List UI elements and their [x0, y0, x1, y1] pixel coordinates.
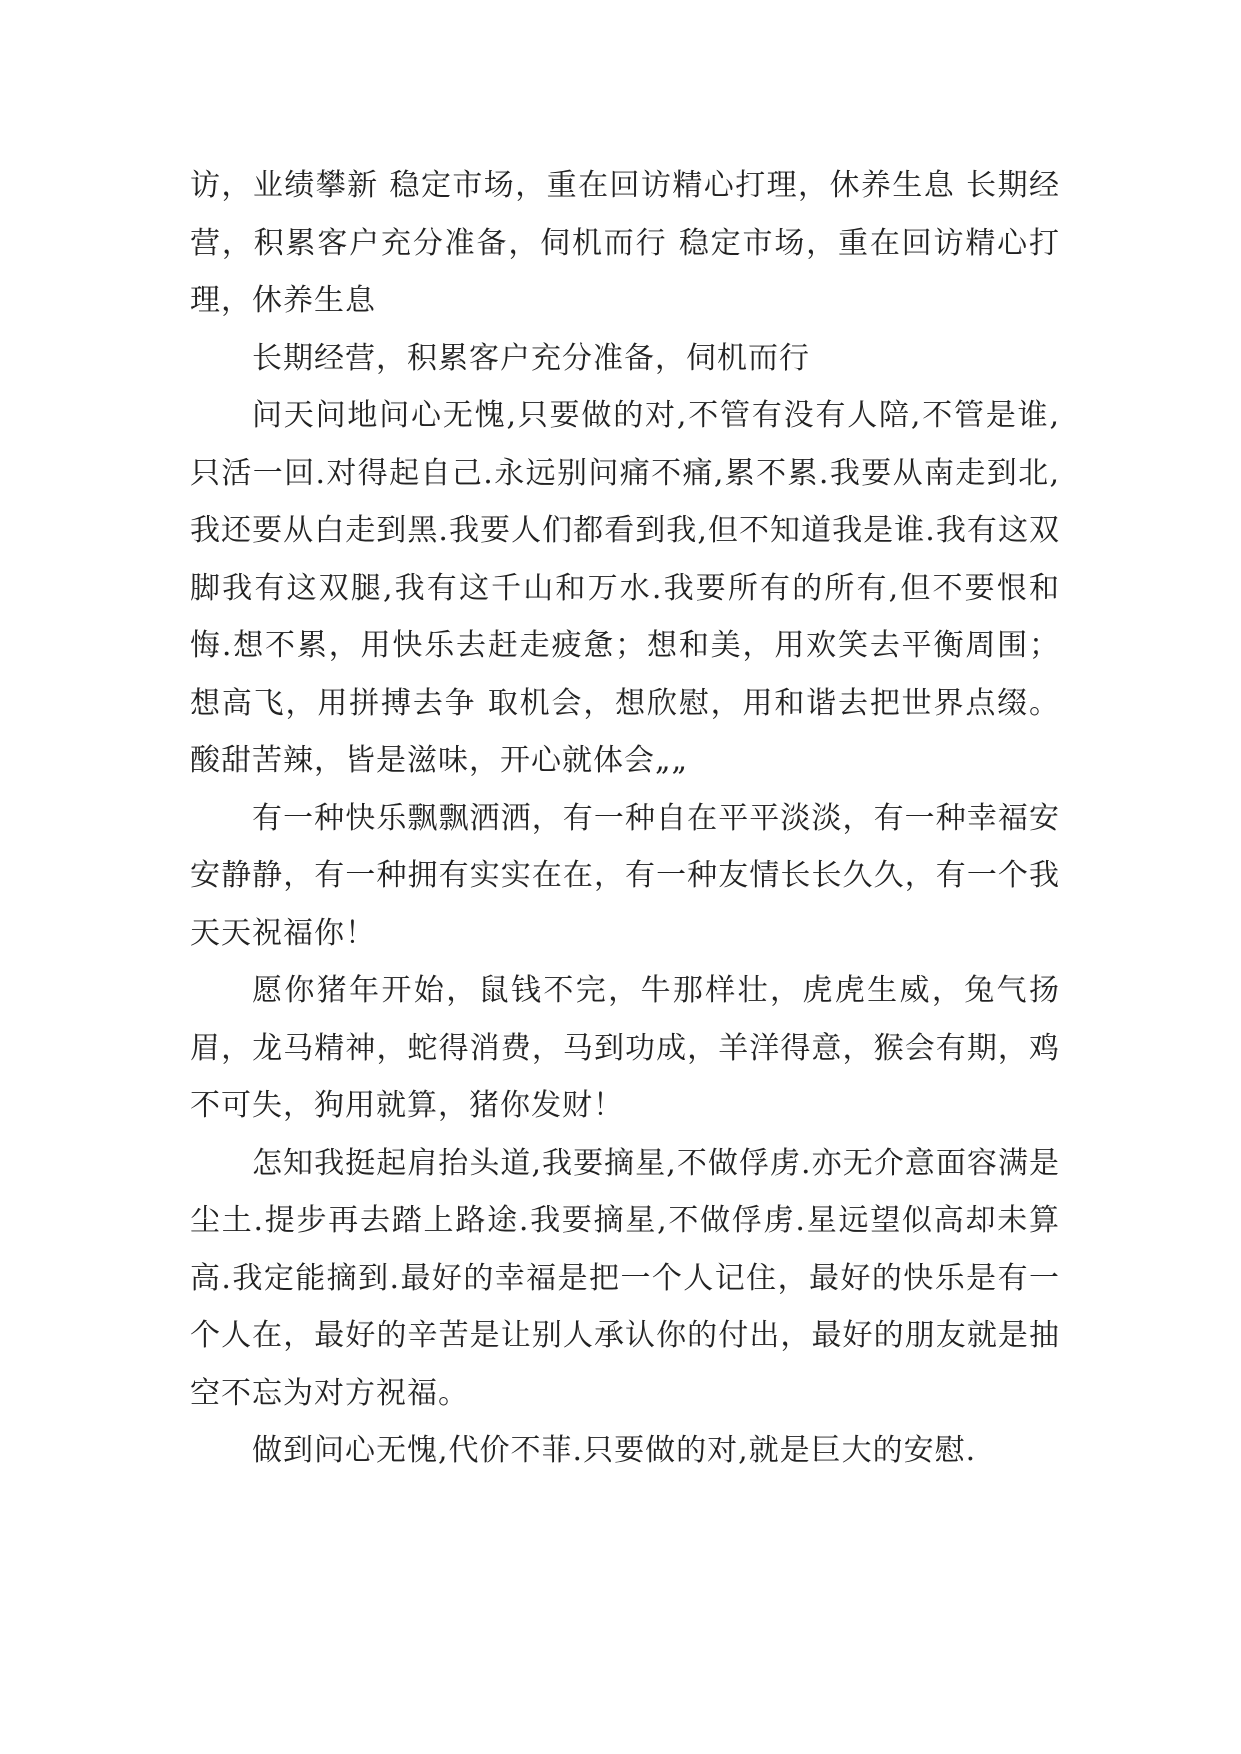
paragraph-2: 长期经营，积累客户充分准备，伺机而行: [252, 340, 810, 376]
paragraph-1: 访，业绩攀新 稳定市场，重在回访精心打理，休养生息 长期经营，积累客户充分准备，伺机而行 稳定市场，重在回访精心打理，休养生息: [190, 168, 1060, 318]
paragraph-3: 问天问地问心无愧,只要做的对,不管有没有人陪,不管是谁,只活一回.对得起自己.永远别问痛不痛,累不累.我要从南走到北,我还要从白走到黑.我要人们都看到我,但不知道我是谁.我有这双脚我有这双腿,我有这千山和万水.我要所有的所有,但不要恨和悔.想不累，用快乐去赶走疲惫；想和美，用欢笑去平衡周围；想高飞，用拼搏去争 取机会，想欣慰，用和谐去把世界点缀。酸甜苦辣，皆是滋味，开心就体会„„: [190, 398, 1060, 778]
paragraph-6: 怎知我挺起肩抬头道,我要摘星,不做俘虏.亦无介意面容满是尘土.提步再去踏上路途.我要摘星,不做俘虏.星远望似高却未算高.我定能摘到.最好的幸福是把一个人记住，最好的快乐是有一个人在，最好的辛苦是让别人承认你的付出，最好的朋友就是抽空不忘为对方祝福。: [190, 1145, 1060, 1411]
paragraph-5: 愿你猪年开始，鼠钱不完，牛那样壮，虎虎生威，兔气扬眉，龙马精神，蛇得消费，马到功成，羊洋得意，猴会有期，鸡不可失，狗用就算，猪你发财！: [190, 973, 1060, 1123]
paragraph-4: 有一种快乐飘飘洒洒，有一种自在平平淡淡，有一种幸福安安静静，有一种拥有实实在在，有一种友情长长久久，有一个我天天祝福你！: [190, 800, 1060, 951]
document-body: [190, 157, 1060, 1480]
paragraph-7: 做到问心无愧,代价不菲.只要做的对,就是巨大的安慰.: [252, 1433, 977, 1468]
